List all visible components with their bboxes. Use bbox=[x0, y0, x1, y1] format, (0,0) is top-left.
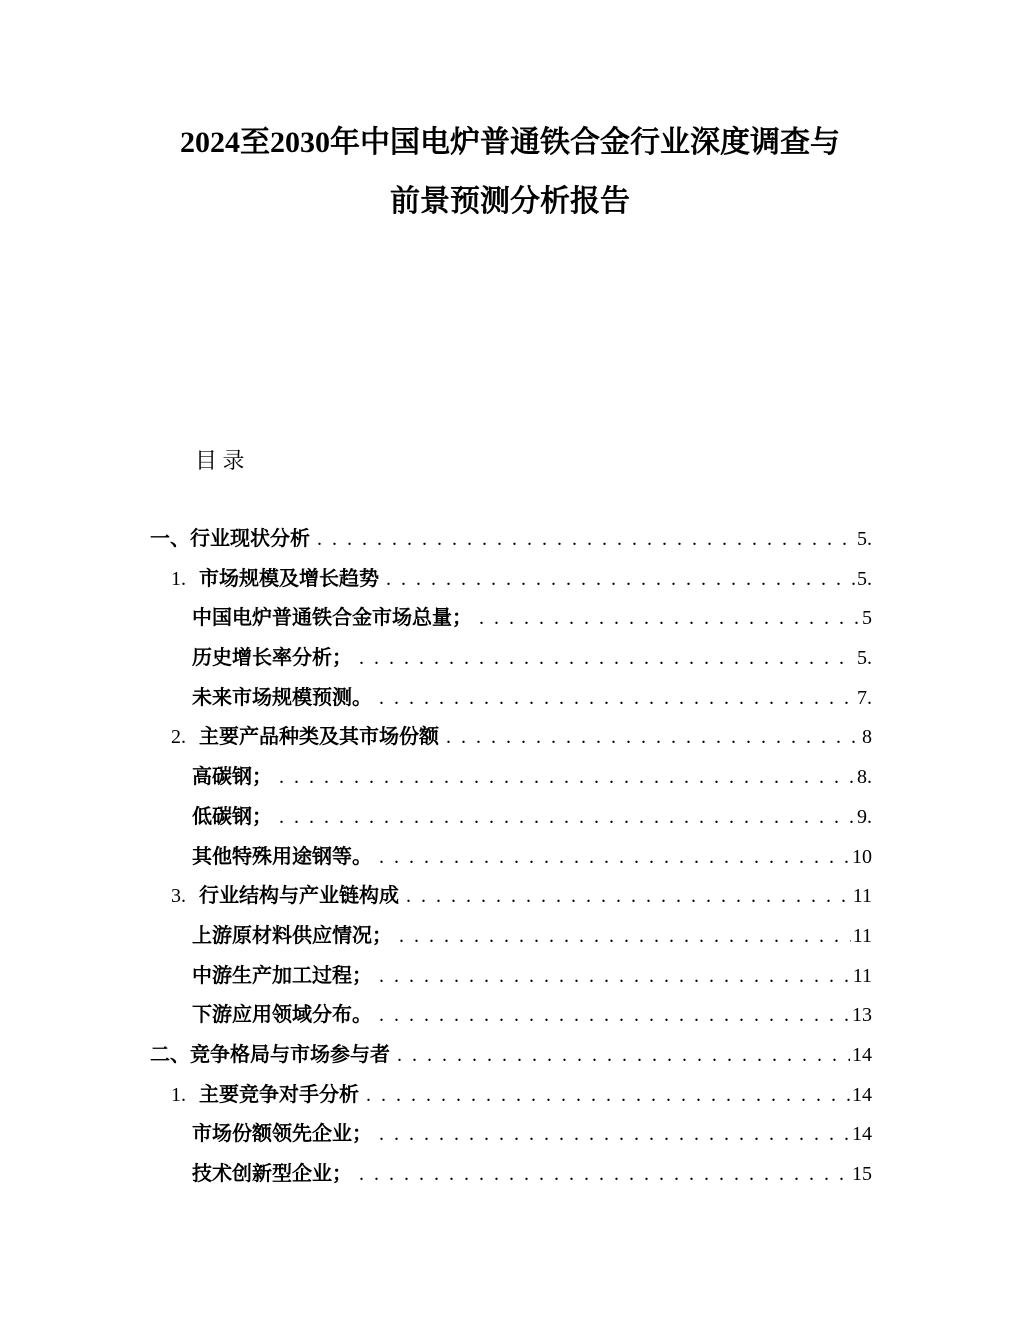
toc-entry-label: 行业结构与产业链构成 bbox=[199, 885, 399, 908]
toc-entry-label: 市场规模及增长趋势 bbox=[199, 567, 379, 590]
toc-dot-leader bbox=[352, 639, 855, 679]
toc-entry-page: 5 bbox=[862, 607, 872, 630]
toc-entry-label: 技术创新型企业； bbox=[192, 1163, 352, 1185]
toc-entry[interactable] bbox=[150, 996, 872, 1036]
toc-entry[interactable] bbox=[150, 639, 872, 679]
toc-entry-label: 高碳钢； bbox=[192, 766, 272, 789]
toc-dot-leader bbox=[310, 520, 855, 560]
toc-entry-label: 下游应用领域分布。 bbox=[192, 1004, 372, 1027]
toc-dot-leader bbox=[379, 560, 855, 600]
toc-entry-page: 5. bbox=[857, 567, 872, 590]
toc-entry-number: 1. bbox=[171, 567, 186, 590]
toc-entry[interactable] bbox=[150, 599, 872, 639]
report-title-line1: 2024至2030年中国电炉普通铁合金行业深度调查与 bbox=[180, 126, 840, 159]
toc-entry[interactable] bbox=[150, 1036, 872, 1076]
toc-entry[interactable] bbox=[150, 679, 872, 719]
toc-dot-leader bbox=[399, 877, 851, 917]
toc-entry-page: 11 bbox=[852, 964, 872, 987]
toc-entry-label: 中国电炉普通铁合金市场总量； bbox=[192, 607, 472, 630]
toc-entry-page: 14 bbox=[852, 1083, 872, 1106]
report-title bbox=[150, 113, 870, 231]
toc-dot-leader bbox=[372, 838, 850, 878]
toc-entry-page: 13 bbox=[852, 1004, 872, 1027]
toc-entry-label: 主要产品种类及其市场份额 bbox=[199, 726, 439, 749]
toc-dot-leader bbox=[392, 917, 851, 957]
toc-dot-leader bbox=[372, 996, 850, 1036]
toc-entry[interactable] bbox=[150, 1115, 872, 1155]
toc-entry-page: 8 bbox=[862, 726, 872, 749]
toc-entry[interactable] bbox=[150, 560, 872, 600]
toc-entry-page: 15 bbox=[852, 1163, 872, 1185]
toc-entry-page: 14 bbox=[852, 1123, 872, 1146]
toc-dot-leader bbox=[272, 798, 855, 838]
toc-entry[interactable] bbox=[150, 1076, 872, 1116]
toc-entry-label: 低碳钢； bbox=[192, 805, 272, 828]
toc-entry[interactable] bbox=[150, 957, 872, 997]
toc-entry-number: 1. bbox=[171, 1083, 186, 1106]
toc-entry[interactable] bbox=[150, 917, 872, 957]
toc-dot-leader bbox=[372, 957, 851, 997]
toc-entry-page: 11 bbox=[852, 924, 872, 947]
toc-entry-page: 11 bbox=[852, 885, 872, 908]
toc-entry[interactable] bbox=[150, 798, 872, 838]
report-title-line2: 前景预测分析报告 bbox=[390, 185, 630, 218]
toc-dot-leader bbox=[359, 1076, 850, 1116]
toc-entry-page: 8. bbox=[857, 766, 872, 789]
toc-entry-label: 未来市场规模预测。 bbox=[192, 686, 372, 709]
toc-dot-leader bbox=[390, 1036, 850, 1076]
toc-dot-leader bbox=[352, 1155, 850, 1195]
toc-entry-label: 一、行业现状分析 bbox=[150, 528, 310, 550]
toc-entry-page: 10 bbox=[852, 845, 872, 868]
toc-entry-number: 2. bbox=[171, 726, 186, 749]
toc-entry[interactable] bbox=[150, 520, 872, 560]
toc-entry-label: 市场份额领先企业； bbox=[192, 1123, 372, 1146]
toc-entry[interactable] bbox=[150, 718, 872, 758]
table-of-contents bbox=[150, 520, 872, 1195]
toc-entry-page: 9. bbox=[857, 805, 872, 828]
toc-entry[interactable] bbox=[150, 838, 872, 878]
toc-heading: 目 录 bbox=[195, 448, 245, 473]
toc-entry-label: 中游生产加工过程； bbox=[192, 964, 372, 987]
toc-entry-page: 5. bbox=[857, 647, 872, 670]
toc-entry-page: 5. bbox=[857, 528, 872, 550]
toc-entry-label: 历史增长率分析； bbox=[192, 647, 352, 670]
toc-entry-label: 其他特殊用途钢等。 bbox=[192, 845, 372, 868]
toc-entry[interactable] bbox=[150, 758, 872, 798]
toc-dot-leader bbox=[372, 1115, 850, 1155]
toc-entry-number: 3. bbox=[171, 885, 186, 908]
toc-dot-leader bbox=[439, 718, 860, 758]
toc-entry-page: 7. bbox=[857, 686, 872, 709]
toc-entry[interactable] bbox=[150, 1155, 872, 1195]
toc-entry[interactable] bbox=[150, 877, 872, 917]
toc-dot-leader bbox=[472, 599, 860, 639]
toc-entry-label: 上游原材料供应情况； bbox=[192, 924, 392, 947]
toc-entry-page: 14 bbox=[852, 1043, 872, 1066]
toc-dot-leader bbox=[372, 679, 855, 719]
toc-entry-label: 主要竞争对手分析 bbox=[199, 1083, 359, 1106]
toc-entry-label: 二、竞争格局与市场参与者 bbox=[150, 1043, 390, 1066]
toc-dot-leader bbox=[272, 758, 855, 798]
